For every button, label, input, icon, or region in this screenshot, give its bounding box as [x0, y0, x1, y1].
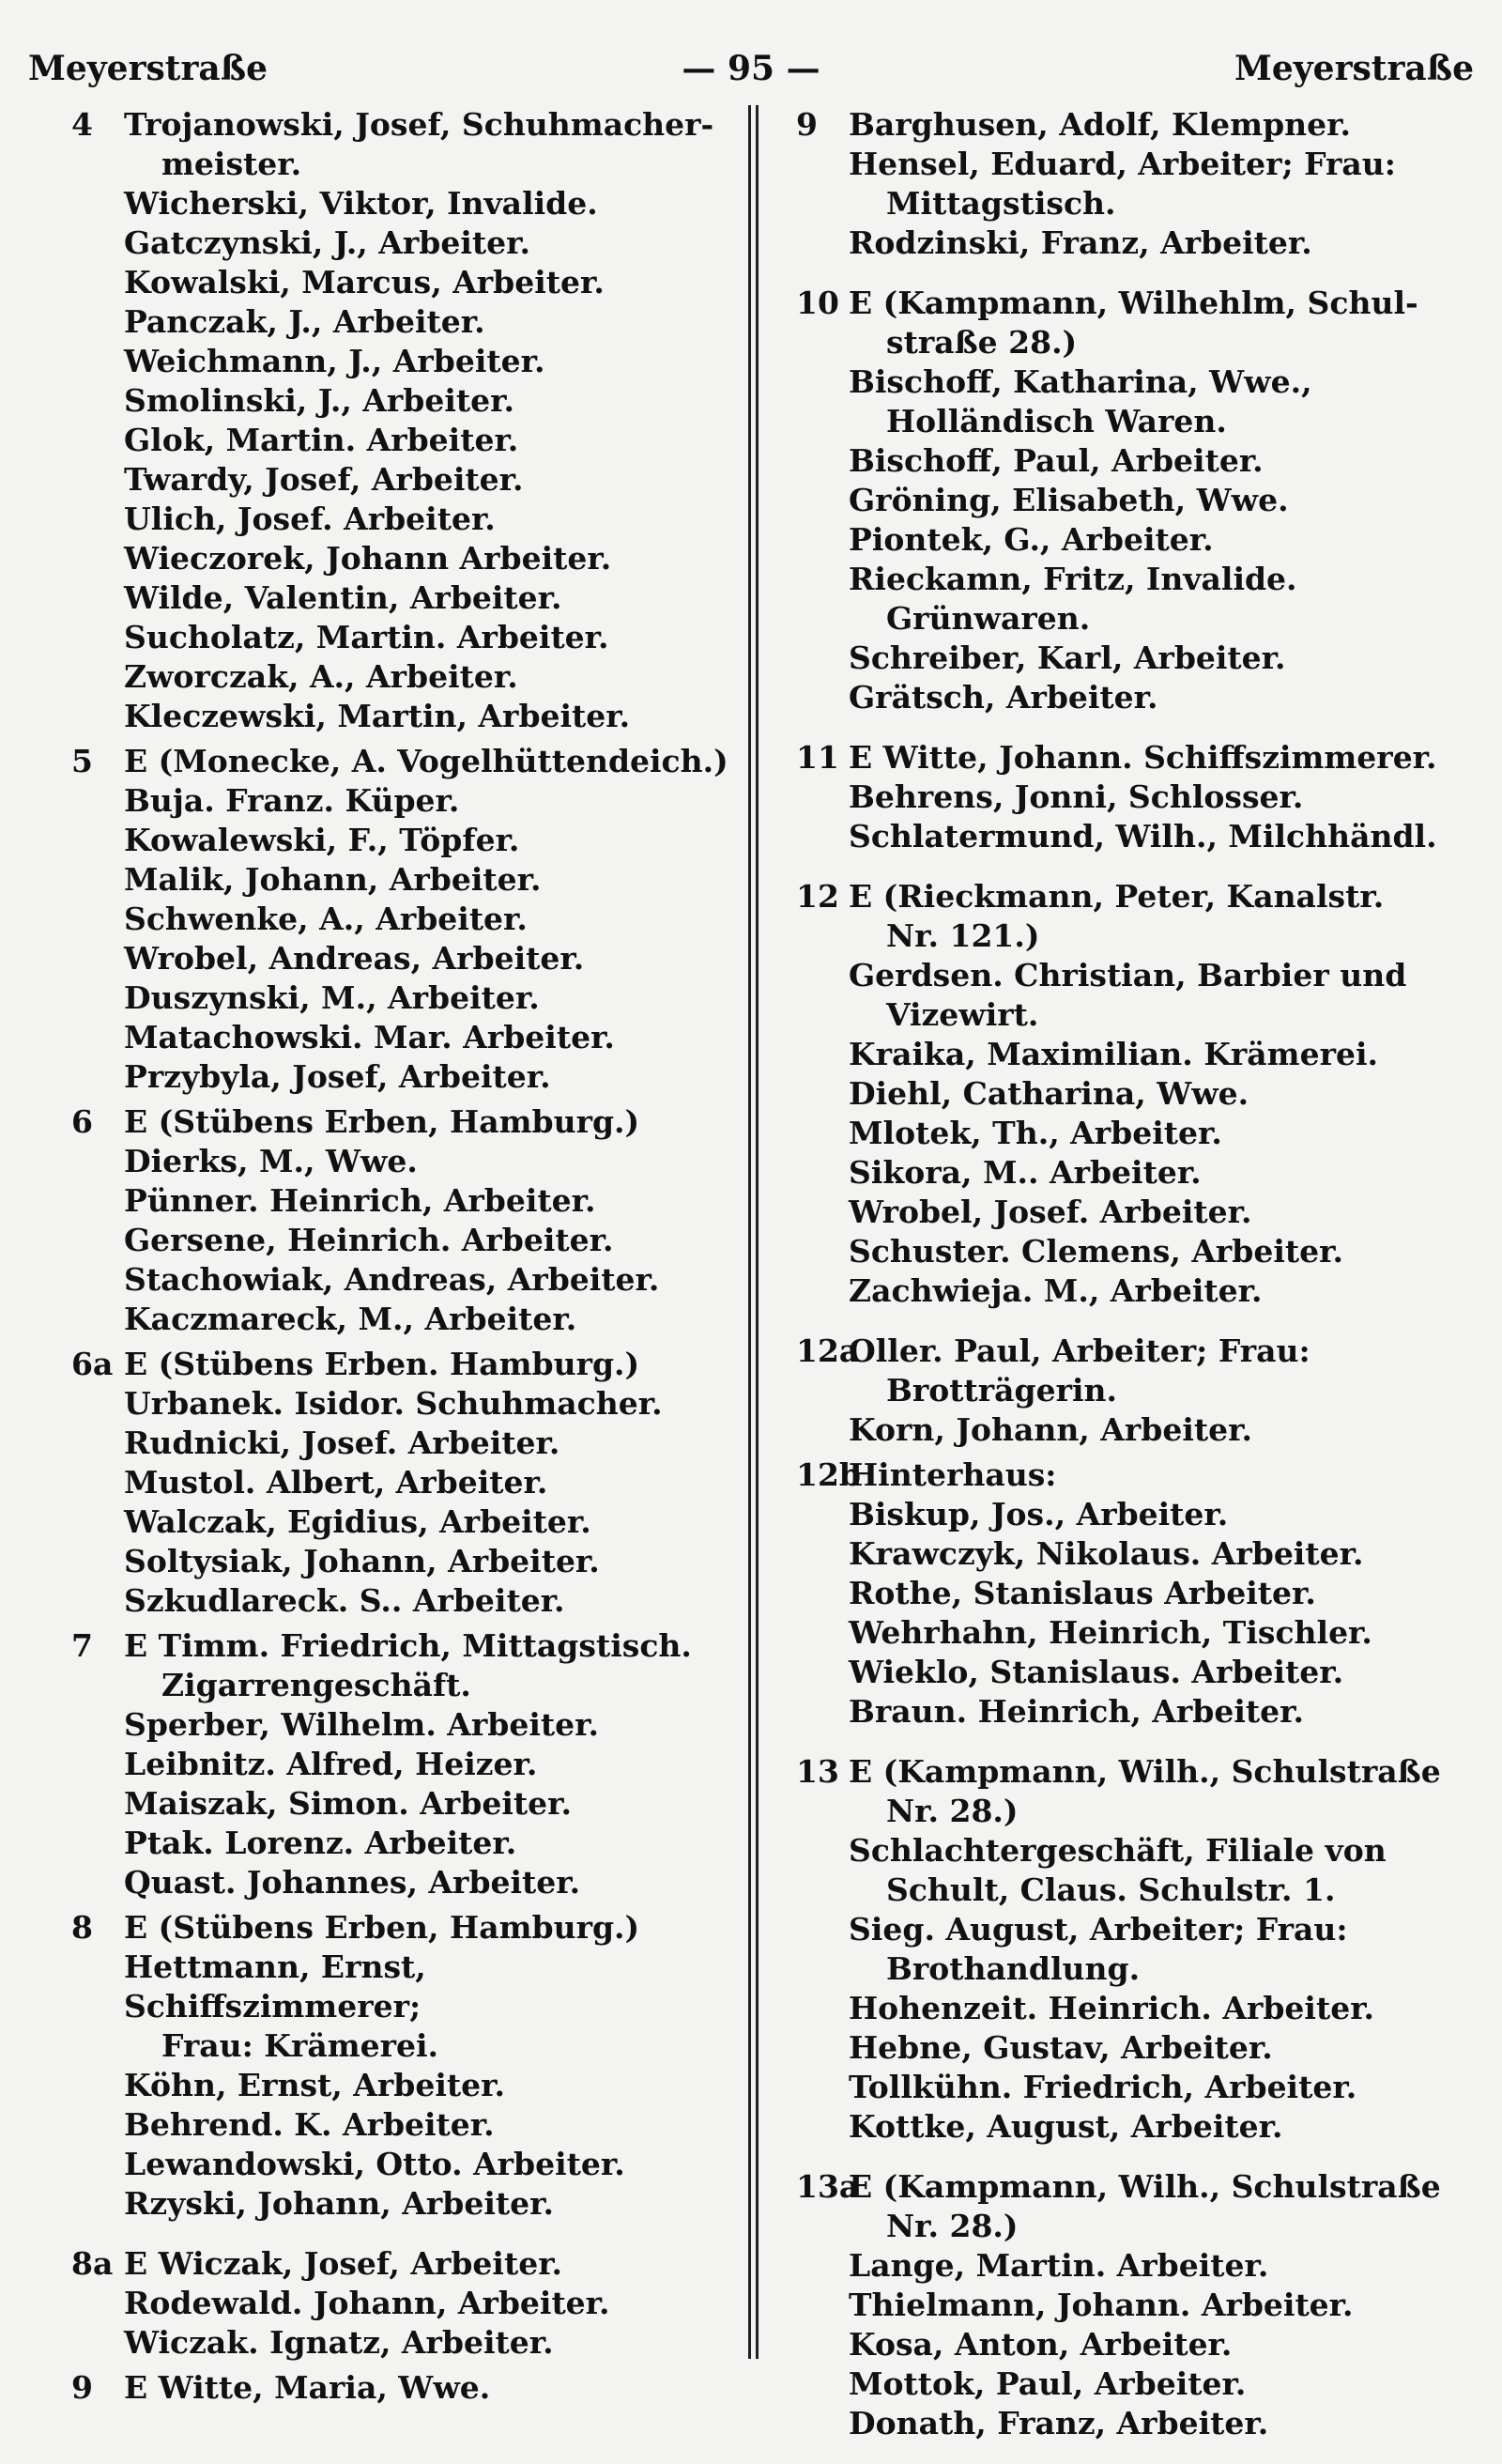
entry-text: Malik, Johann, Arbeiter.	[124, 861, 542, 898]
resident-entry	[71, 302, 728, 342]
entry-text: Rothe, Stanislaus Arbeiter.	[849, 1575, 1316, 1611]
entry-text: Weichmann, J., Arbeiter.	[124, 343, 545, 379]
entry-continuation: Frau: Krämerei.	[161, 2027, 439, 2064]
entry-text: E (Kampmann, Wilh., Schulstraße	[849, 2168, 1441, 2205]
resident-entry	[796, 441, 1481, 481]
entry-text: Gersene, Heinrich. Arbeiter.	[124, 1222, 614, 1258]
house-entry	[71, 2368, 728, 2408]
house-entry	[71, 105, 728, 184]
resident-entry	[71, 500, 728, 539]
entry-continuation: Grünwaren.	[886, 600, 1091, 637]
entry-text: Biskup, Jos., Arbeiter.	[849, 1496, 1229, 1532]
resident-entry	[71, 1463, 728, 1502]
entry-text: Bischoff, Katharina, Wwe.,	[849, 363, 1312, 400]
page-number: — 95 —	[682, 49, 820, 88]
resident-entry	[71, 2066, 728, 2105]
left-column	[71, 105, 728, 2408]
resident-entry	[71, 184, 728, 223]
entry-text: Kraika, Maximilian. Krämerei.	[849, 1036, 1378, 1072]
resident-entry	[71, 781, 728, 821]
entry-text: Gatczynski, J., Arbeiter.	[124, 224, 530, 261]
resident-entry	[796, 1692, 1481, 1732]
entry-continuation: Mittagstisch.	[886, 185, 1116, 222]
resident-entry	[796, 2068, 1481, 2107]
entry-text: Ulich, Josef. Arbeiter.	[124, 500, 496, 537]
resident-entry	[71, 421, 728, 460]
entry-text: Donath, Franz, Arbeiter.	[849, 2405, 1269, 2441]
entry-text: Sieg. August, Arbeiter; Frau:	[849, 1911, 1348, 1948]
entry-text: Trojanowski, Josef, Schuhmacher-	[124, 106, 714, 143]
resident-entry	[71, 697, 728, 736]
entry-text: E (Stübens Erben. Hamburg.)	[124, 1346, 640, 1382]
entry-text: Pünner. Heinrich, Arbeiter.	[124, 1182, 596, 1219]
house-entry	[796, 877, 1481, 956]
house-number: 5	[71, 743, 93, 779]
entry-text: Behrens, Jonni, Schlosser.	[849, 778, 1304, 815]
resident-entry	[796, 817, 1481, 856]
running-head-right: Meyerstraße	[1234, 49, 1474, 88]
resident-entry	[796, 1613, 1481, 1653]
resident-entry	[71, 1542, 728, 1581]
resident-entry	[796, 520, 1481, 560]
entry-text: Mlotek, Th., Arbeiter.	[849, 1115, 1222, 1151]
entry-text: Schuster. Clemens, Arbeiter.	[849, 1233, 1344, 1270]
entry-text: Korn, Johann, Arbeiter.	[849, 1411, 1252, 1448]
column-divider	[756, 105, 759, 2359]
resident-entry	[796, 1035, 1481, 1074]
house-number: 7	[71, 1627, 93, 1664]
resident-entry	[71, 2284, 728, 2323]
resident-entry	[71, 1824, 728, 1863]
entry-continuation: Zigarrengeschäft.	[161, 1667, 471, 1703]
entry-text: Tollkühn. Friedrich, Arbeiter.	[849, 2069, 1357, 2105]
entry-text: Maiszak, Simon. Arbeiter.	[124, 1785, 572, 1822]
house-entry	[796, 1332, 1481, 1410]
resident-entry	[71, 539, 728, 578]
resident-entry	[71, 1260, 728, 1300]
entry-text: Matachowski. Mar. Arbeiter.	[124, 1019, 615, 1055]
entry-text: E (Rieckmann, Peter, Kanalstr.	[849, 878, 1385, 915]
house-entry	[796, 1455, 1481, 1495]
resident-entry	[796, 1910, 1481, 1989]
entry-text: Kosa, Anton, Arbeiter.	[849, 2326, 1233, 2363]
resident-entry	[71, 342, 728, 381]
entry-text: Braun. Heinrich, Arbeiter.	[849, 1693, 1304, 1730]
resident-entry	[796, 778, 1481, 817]
entry-text: Twardy, Josef, Arbeiter.	[124, 461, 524, 498]
column-divider	[748, 105, 751, 2359]
entry-text: Wieklo, Stanislaus. Arbeiter.	[849, 1654, 1344, 1690]
resident-entry	[71, 1581, 728, 1621]
resident-entry	[71, 2105, 728, 2145]
house-number: 13a	[796, 2168, 860, 2205]
entry-text: Hebne, Gustav, Arbeiter.	[849, 2029, 1273, 2066]
entry-text: Thielmann, Johann. Arbeiter.	[849, 2287, 1354, 2323]
entry-text: Mustol. Albert, Arbeiter.	[124, 1464, 548, 1501]
resident-entry	[796, 145, 1481, 223]
entry-text: Kowalewski, F., Töpfer.	[124, 822, 520, 858]
resident-entry	[71, 1784, 728, 1824]
resident-entry	[71, 460, 728, 500]
entry-text: Schreiber, Karl, Arbeiter.	[849, 639, 1286, 676]
entry-text: Urbanek. Isidor. Schuhmacher.	[124, 1385, 663, 1422]
house-entry	[71, 1626, 728, 1705]
entry-text: Rodewald. Johann, Arbeiter.	[124, 2285, 610, 2321]
resident-entry	[71, 1057, 728, 1097]
house-number: 4	[71, 106, 93, 143]
resident-entry	[71, 1181, 728, 1221]
entry-text: Rodzinski, Franz, Arbeiter.	[849, 224, 1312, 261]
resident-entry	[71, 1142, 728, 1181]
entry-text: Ptak. Lorenz. Arbeiter.	[124, 1825, 517, 1861]
entry-text: Zworczak, A., Arbeiter.	[124, 658, 518, 695]
entry-text: Krawczyk, Nikolaus. Arbeiter.	[849, 1535, 1364, 1572]
entry-text: Wieczorek, Johann Arbeiter.	[124, 540, 612, 577]
entry-text: Barghusen, Adolf, Klempner.	[849, 106, 1351, 143]
house-entry	[71, 2244, 728, 2284]
resident-entry	[796, 2286, 1481, 2325]
house-entry	[796, 105, 1481, 145]
entry-text: Glok, Martin. Arbeiter.	[124, 422, 519, 458]
page-header	[28, 49, 1474, 90]
resident-entry	[796, 2404, 1481, 2443]
entry-text: Grätsch, Arbeiter.	[849, 679, 1158, 716]
entry-text: Szkudlareck. S.. Arbeiter.	[124, 1582, 565, 1619]
entry-text: Mottok, Paul, Arbeiter.	[849, 2365, 1247, 2402]
entry-text: Rzyski, Johann, Arbeiter.	[124, 2185, 554, 2222]
resident-entry	[71, 900, 728, 939]
entry-text: Duszynski, M., Arbeiter.	[124, 979, 540, 1016]
entry-text: Wilde, Valentin, Arbeiter.	[124, 579, 562, 616]
entry-text: Hensel, Eduard, Arbeiter; Frau:	[849, 146, 1396, 182]
entry-continuation: Nr. 28.)	[886, 1793, 1019, 1829]
resident-entry	[796, 2364, 1481, 2404]
entry-continuation: Brothandlung.	[886, 1950, 1141, 1987]
entry-text: Wehrhahn, Heinrich, Tischler.	[849, 1614, 1372, 1651]
entry-text: Walczak, Egidius, Arbeiter.	[124, 1503, 591, 1540]
resident-entry	[71, 1221, 728, 1260]
resident-entry	[71, 978, 728, 1018]
resident-entry	[796, 678, 1481, 717]
house-number: 6	[71, 1103, 93, 1140]
house-number: 9	[796, 106, 818, 143]
entry-text: Quast. Johannes, Arbeiter.	[124, 1864, 581, 1901]
entry-text: Zachwieja. M., Arbeiter.	[849, 1272, 1263, 1309]
entry-text: Sperber, Wilhelm. Arbeiter.	[124, 1706, 599, 1743]
entry-text: Wicherski, Viktor, Invalide.	[124, 185, 598, 222]
resident-entry	[71, 657, 728, 697]
entry-text: Hinterhaus:	[849, 1456, 1057, 1493]
entry-text: Gröning, Elisabeth, Wwe.	[849, 482, 1289, 518]
entry-text: Oller. Paul, Arbeiter; Frau:	[849, 1332, 1310, 1369]
entry-text: Kowalski, Marcus, Arbeiter.	[124, 264, 605, 300]
resident-entry	[796, 1153, 1481, 1193]
entry-text: Sikora, M.. Arbeiter.	[849, 1154, 1202, 1191]
resident-entry	[71, 381, 728, 421]
resident-entry	[71, 2323, 728, 2363]
entry-text: Kottke, August, Arbeiter.	[849, 2108, 1283, 2145]
resident-entry	[71, 223, 728, 263]
entry-text: Soltysiak, Johann, Arbeiter.	[124, 1543, 600, 1579]
entry-text: Behrend. K. Arbeiter.	[124, 2106, 495, 2143]
entry-text: Smolinski, J., Arbeiter.	[124, 382, 514, 419]
resident-entry	[71, 1502, 728, 1542]
resident-entry	[796, 1495, 1481, 1534]
house-entry	[796, 1752, 1481, 1831]
resident-entry	[796, 1074, 1481, 1114]
entry-text: E Timm. Friedrich, Mittagstisch.	[124, 1627, 692, 1664]
resident-entry	[71, 578, 728, 618]
running-head-left: Meyerstraße	[28, 49, 268, 88]
entry-text: E Wiczak, Josef, Arbeiter.	[124, 2245, 563, 2282]
entry-continuation: Schult, Claus. Schulstr. 1.	[886, 1871, 1336, 1908]
entry-continuation: Nr. 121.)	[886, 917, 1040, 954]
house-number: 10	[796, 285, 839, 321]
resident-entry	[796, 2028, 1481, 2068]
entry-text: Kleczewski, Martin, Arbeiter.	[124, 698, 631, 734]
resident-entry	[796, 362, 1481, 441]
entry-continuation: Holländisch Waren.	[886, 403, 1227, 439]
house-number: 8	[71, 1909, 93, 1946]
entry-continuation: straße 28.)	[886, 324, 1078, 361]
entry-text: E (Stübens Erben, Hamburg.)	[124, 1909, 640, 1946]
entry-text: Bischoff, Paul, Arbeiter.	[849, 442, 1264, 479]
entry-text: Sucholatz, Martin. Arbeiter.	[124, 619, 609, 655]
resident-entry	[71, 618, 728, 657]
entry-text: Buja. Franz. Küper.	[124, 782, 460, 819]
house-number: 12a	[796, 1332, 860, 1369]
entry-continuation: Vizewirt.	[886, 996, 1039, 1033]
resident-entry	[796, 223, 1481, 263]
entry-text: Schwenke, A., Arbeiter.	[124, 901, 528, 937]
resident-entry	[796, 481, 1481, 520]
resident-entry	[796, 1831, 1481, 1910]
entry-text: Lange, Martin. Arbeiter.	[849, 2247, 1269, 2284]
house-entry	[71, 1102, 728, 1142]
entry-text: Leibnitz. Alfred, Heizer.	[124, 1746, 538, 1782]
resident-entry	[71, 1424, 728, 1463]
house-number: 13	[796, 1753, 839, 1790]
entry-text: E Witte, Johann. Schiffszimmerer.	[849, 739, 1437, 776]
entry-text: Stachowiak, Andreas, Arbeiter.	[124, 1261, 660, 1298]
entry-text: Hettmann, Ernst, Schiffszimmerer;	[124, 1948, 426, 2025]
entry-text: Gerdsen. Christian, Barbier und	[849, 957, 1407, 993]
entry-text: Rudnicki, Josef. Arbeiter.	[124, 1424, 560, 1461]
house-number: 8a	[71, 2245, 114, 2282]
resident-entry	[71, 939, 728, 978]
resident-entry	[796, 1232, 1481, 1271]
house-number: 12b	[796, 1456, 861, 1493]
entry-text: Wrobel, Josef. Arbeiter.	[849, 1194, 1252, 1230]
entry-text: Wiczak. Ignatz, Arbeiter.	[124, 2324, 554, 2361]
entry-text: E (Kampmann, Wilhehlm, Schul-	[849, 285, 1418, 321]
entry-text: Piontek, G., Arbeiter.	[849, 521, 1214, 558]
resident-entry	[71, 1863, 728, 1902]
house-number: 6a	[71, 1346, 114, 1382]
entry-text: Diehl, Catharina, Wwe.	[849, 1075, 1249, 1112]
resident-entry	[71, 1705, 728, 1745]
resident-entry	[796, 1410, 1481, 1450]
entry-text: Rieckamn, Fritz, Invalide.	[849, 561, 1297, 597]
house-entry	[796, 2167, 1481, 2246]
entry-text: E (Kampmann, Wilh., Schulstraße	[849, 1753, 1441, 1790]
house-entry	[71, 1908, 728, 1948]
resident-entry	[796, 2246, 1481, 2286]
entry-text: E (Stübens Erben, Hamburg.)	[124, 1103, 640, 1140]
resident-entry	[796, 1193, 1481, 1232]
entry-continuation: Brotträgerin.	[886, 1372, 1118, 1409]
resident-entry	[796, 1114, 1481, 1153]
resident-entry	[71, 821, 728, 860]
entry-text: Wrobel, Andreas, Arbeiter.	[124, 940, 585, 977]
entry-continuation: meister.	[161, 146, 302, 182]
resident-entry	[796, 1271, 1481, 1311]
house-number: 12	[796, 878, 839, 915]
resident-entry	[796, 1574, 1481, 1613]
entry-continuation: Nr. 28.)	[886, 2208, 1019, 2244]
house-entry	[796, 738, 1481, 778]
entry-text: E Witte, Maria, Wwe.	[124, 2369, 491, 2406]
resident-entry	[71, 263, 728, 302]
resident-entry	[796, 560, 1481, 639]
resident-entry	[796, 2325, 1481, 2364]
resident-entry	[796, 956, 1481, 1035]
entry-text: Przybyla, Josef, Arbeiter.	[124, 1058, 551, 1095]
entry-text: Dierks, M., Wwe.	[124, 1143, 418, 1179]
resident-entry	[71, 860, 728, 900]
resident-entry	[71, 1300, 728, 1339]
house-number: 9	[71, 2369, 93, 2406]
resident-entry	[71, 1948, 728, 2066]
resident-entry	[71, 1384, 728, 1424]
resident-entry	[796, 1653, 1481, 1692]
resident-entry	[796, 639, 1481, 678]
resident-entry	[71, 2145, 728, 2184]
house-entry	[71, 1345, 728, 1384]
house-entry	[71, 742, 728, 781]
house-number: 11	[796, 739, 839, 776]
resident-entry	[796, 1534, 1481, 1574]
entry-text: Hohenzeit. Heinrich. Arbeiter.	[849, 1990, 1375, 2026]
resident-entry	[71, 2184, 728, 2224]
entry-text: Lewandowski, Otto. Arbeiter.	[124, 2146, 625, 2182]
right-column	[796, 105, 1481, 2443]
entry-text: Kaczmareck, M., Arbeiter.	[124, 1301, 577, 1337]
entry-text: Köhn, Ernst, Arbeiter.	[124, 2067, 505, 2103]
entry-text: Panczak, J., Arbeiter.	[124, 303, 485, 340]
entry-text: E (Monecke, A. Vogelhüttendeich.)	[124, 743, 728, 779]
entry-text: Schlachtergeschäft, Filiale von	[849, 1832, 1387, 1869]
resident-entry	[71, 1018, 728, 1057]
resident-entry	[796, 1989, 1481, 2028]
resident-entry	[796, 2107, 1481, 2147]
entry-text: Schlatermund, Wilh., Milchhändl.	[849, 818, 1437, 855]
house-entry	[796, 284, 1481, 362]
resident-entry	[71, 1745, 728, 1784]
